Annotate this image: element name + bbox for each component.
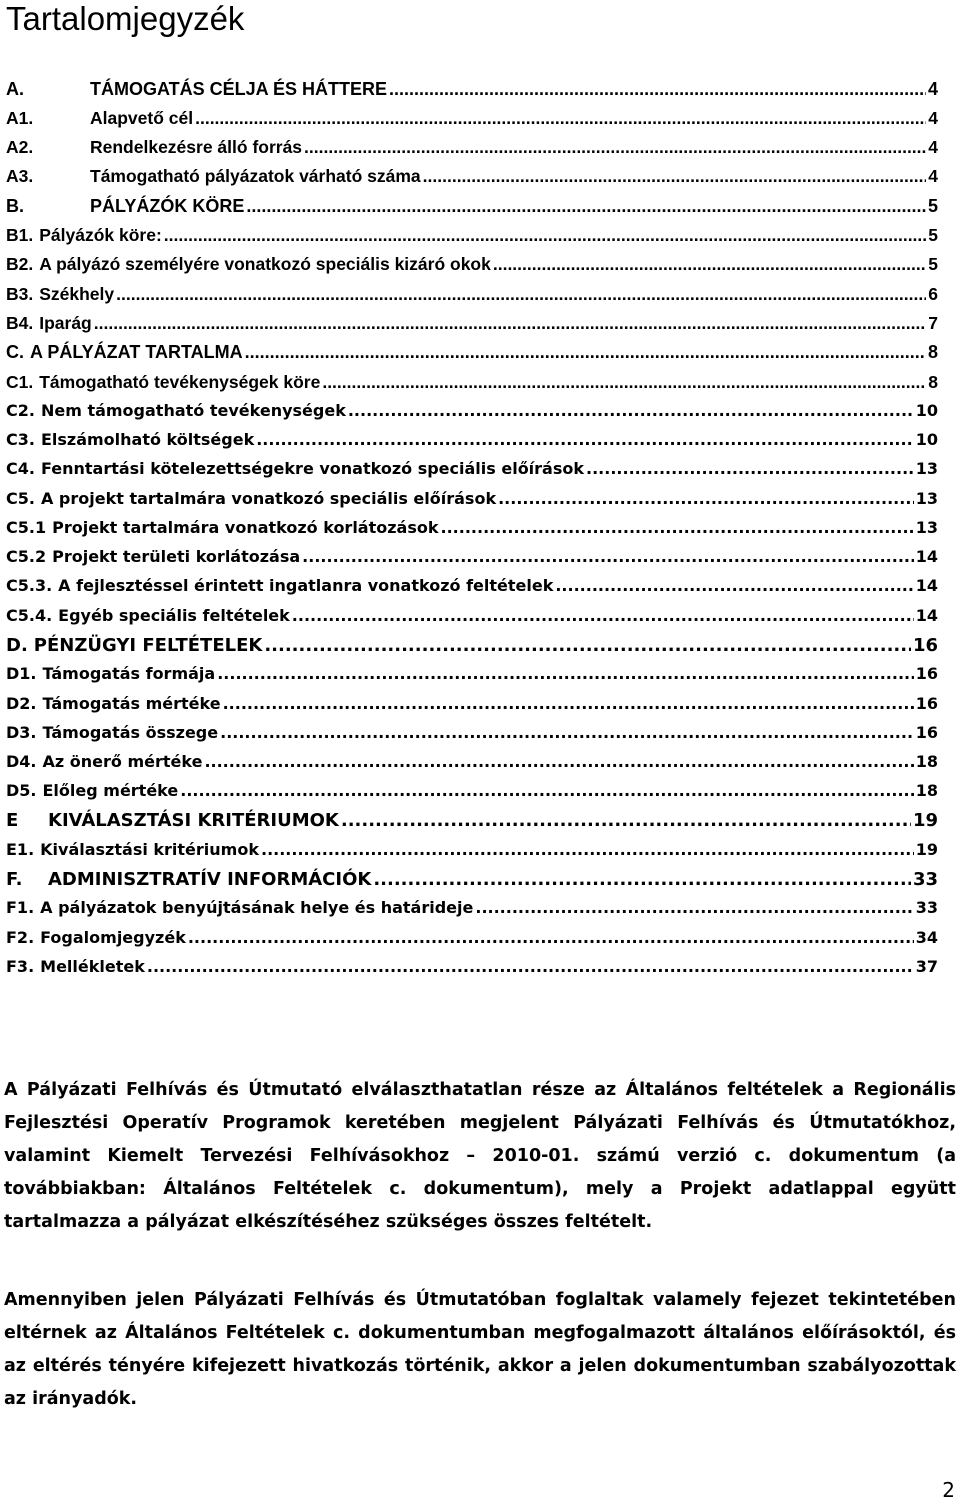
toc-entry-page: 14	[915, 547, 938, 566]
toc-entry[interactable]	[6, 635, 938, 656]
toc-entry-page: 4	[928, 108, 938, 128]
toc-entry-label: A PÁLYÁZAT TARTALMA	[30, 342, 243, 362]
toc-leader-dots	[423, 166, 927, 187]
toc-entry-page: 10	[915, 430, 938, 449]
intro-paragraph: A Pályázati Felhívás és Útmutató elválaszthatatlan része az Általános feltételek a Regionális Fejlesztési Operatív Programok keretében megjelent Pályázati Felhívás és Útmutatókhoz, valamint Kiemelt Tervezési Felhívásokhoz – 2010-01. számú verzió c. dokumentum (a továbbiakban: Általános Feltételek c. dokumentum), mely a Projekt adatlappal együtt tartalmazza a pályázat elkészítéséhez szükséges összes feltételt.	[4, 1080, 956, 1232]
toc-entry[interactable]	[6, 166, 938, 187]
toc-entry-label: Támogatható pályázatok várható száma	[90, 166, 421, 186]
toc-entry-label: A projekt tartalmára vonatkozó speciális előírások	[40, 489, 497, 508]
toc-leader-dots	[304, 137, 926, 158]
toc-entry[interactable]	[6, 254, 938, 275]
toc-entry-number: C2.	[6, 401, 35, 420]
toc-entry-number: C1.	[6, 372, 34, 392]
toc-entry-page: 34	[915, 928, 938, 947]
toc-entry[interactable]	[6, 225, 938, 246]
toc-entry[interactable]	[6, 108, 938, 129]
toc-leader-dots	[302, 547, 914, 566]
toc-entry-page: 14	[915, 606, 938, 625]
toc-leader-dots	[204, 752, 913, 771]
toc-leader-dots	[261, 840, 914, 859]
toc-leader-dots	[188, 928, 914, 947]
toc-entry[interactable]	[6, 694, 938, 713]
toc-entry[interactable]	[6, 489, 938, 508]
toc-entry-label: Támogatható tevékenységek köre	[39, 372, 321, 392]
toc-entry-number: D5.	[6, 781, 37, 800]
toc-leader-dots	[195, 108, 926, 129]
toc-leader-dots	[180, 781, 913, 800]
toc-entry-page: 5	[928, 254, 938, 274]
toc-entry-page: 4	[928, 137, 938, 157]
toc-entry-label: Nem támogatható tevékenységek	[40, 401, 346, 420]
toc-entry-label: Rendelkezésre álló forrás	[90, 137, 303, 157]
toc-entry[interactable]	[6, 430, 938, 449]
toc-entry-label: PÁLYÁZÓK KÖRE	[90, 196, 245, 216]
toc-leader-dots	[245, 342, 926, 363]
toc-entry[interactable]	[6, 284, 938, 305]
toc-leader-dots	[498, 489, 914, 508]
toc-entry-number: E1.	[6, 840, 35, 859]
toc-entry-page: 33	[912, 869, 938, 890]
toc-entry-page: 14	[915, 576, 938, 595]
toc-leader-dots	[217, 664, 914, 683]
toc-entry-number: B1.	[6, 225, 34, 245]
toc-entry[interactable]	[6, 869, 938, 890]
toc-entry-page: 8	[928, 372, 938, 392]
toc-entry-number: B2.	[6, 254, 34, 274]
toc-entry-label: A fejlesztéssel érintett ingatlanra vonatkozó feltételek	[58, 576, 554, 595]
toc-entry[interactable]	[6, 752, 938, 771]
toc-entry-number: F1.	[6, 898, 35, 917]
toc-entry[interactable]	[6, 401, 938, 420]
toc-entry-number: B.	[6, 196, 24, 216]
toc-entry[interactable]	[6, 518, 938, 537]
toc-entry-number: F3.	[6, 957, 35, 976]
toc-entry-label: Projekt tartalmára vonatkozó korlátozások	[52, 518, 439, 537]
toc-entry[interactable]	[6, 196, 938, 217]
toc-entry-number: C.	[6, 342, 24, 362]
toc-leader-dots	[94, 313, 927, 334]
toc-leader-dots	[586, 459, 914, 478]
toc-leader-dots	[246, 196, 926, 217]
toc-entry[interactable]	[6, 810, 938, 831]
toc-entry-label: Kiválasztási kritériumok	[40, 840, 259, 859]
toc-entry-number: D.	[6, 635, 28, 656]
toc-entry-number: A.	[6, 79, 24, 99]
toc-entry-number: C5.	[6, 489, 35, 508]
toc-entry[interactable]	[6, 840, 938, 859]
toc-entry-label: A pályázatok benyújtásának helye és határideje	[40, 898, 474, 917]
toc-leader-dots	[164, 225, 926, 246]
toc-entry-number: C3.	[6, 430, 35, 449]
toc-entry-label: Pályázók köre:	[39, 225, 162, 245]
toc-entry-label: Székhely	[39, 284, 115, 304]
toc-leader-dots	[475, 898, 913, 917]
toc-entry-label: Támogatás formája	[42, 664, 216, 683]
toc-entry[interactable]	[6, 606, 938, 625]
toc-entry-page: 16	[912, 635, 938, 656]
toc-entry-label: Egyéb speciális feltételek	[58, 606, 290, 625]
toc-entry-page: 18	[915, 781, 938, 800]
toc-entry-page: 7	[928, 313, 938, 333]
toc-entry-number: B3.	[6, 284, 34, 304]
toc-entry[interactable]	[6, 781, 938, 800]
toc-entry-page: 13	[915, 459, 938, 478]
toc-entry-number: C5.4.	[6, 606, 53, 625]
toc-entry-number: D2.	[6, 694, 37, 713]
toc-leader-dots	[348, 401, 914, 420]
toc-entry-label: Elszámolható költségek	[40, 430, 255, 449]
toc-entry-number: C5.1	[6, 518, 47, 537]
toc-entry-number: E	[6, 810, 19, 831]
toc-entry-label: A pályázó személyére vonatkozó speciális kizáró okok	[39, 254, 491, 274]
toc-entry-number: D4.	[6, 752, 37, 771]
toc-entry[interactable]	[6, 723, 938, 742]
toc-entry-page: 4	[928, 166, 938, 186]
toc-entry-number: B4.	[6, 313, 34, 333]
toc-entry-label: Fogalomjegyzék	[40, 928, 186, 947]
toc-leader-dots	[441, 518, 914, 537]
toc-entry-label: Előleg mértéke	[42, 781, 179, 800]
toc-entry-number: D1.	[6, 664, 37, 683]
toc-entry-page: 33	[915, 898, 938, 917]
toc-leader-dots	[373, 869, 911, 890]
toc-entry-number: D3.	[6, 723, 37, 742]
toc-entry-number: A3.	[6, 166, 34, 186]
toc-entry-page: 13	[915, 518, 938, 537]
toc-leader-dots	[389, 79, 926, 100]
toc-entry-label: Alapvető cél	[90, 108, 194, 128]
toc-entry[interactable]	[6, 957, 938, 976]
toc-entry-label: Támogatás mértéke	[42, 694, 221, 713]
toc-entry-label: ADMINISZTRATÍV INFORMÁCIÓK	[48, 869, 372, 890]
toc-entry-number: C5.3.	[6, 576, 53, 595]
toc-entry-page: 13	[915, 489, 938, 508]
toc-entry-label: Fenntartási kötelezettségekre vonatkozó speciális előírások	[40, 459, 585, 478]
toc-entry[interactable]	[6, 576, 938, 595]
toc-entry-page: 6	[928, 284, 938, 304]
toc-entry-page: 8	[927, 342, 938, 362]
toc-entry[interactable]	[6, 664, 938, 683]
toc-entry-page: 16	[915, 664, 938, 683]
toc-entry[interactable]	[6, 137, 938, 158]
toc-entry-number: F.	[6, 869, 23, 890]
toc-entry[interactable]	[6, 898, 938, 917]
toc-entry-label: TÁMOGATÁS CÉLJA ÉS HÁTTERE	[90, 79, 388, 99]
toc-entry-number: C4.	[6, 459, 35, 478]
toc-entry-page: 4	[927, 79, 938, 99]
toc-leader-dots	[147, 957, 914, 976]
toc-entry-number: C5.2	[6, 547, 47, 566]
toc-entry[interactable]	[6, 372, 938, 393]
toc-entry-label: Támogatás összege	[42, 723, 219, 742]
toc-entry[interactable]	[6, 459, 938, 478]
toc-leader-dots	[116, 284, 926, 305]
toc-entry-label: PÉNZÜGYI FELTÉTELEK	[33, 635, 263, 656]
page-number: 2	[942, 1478, 955, 1502]
toc-entry-page: 16	[915, 723, 938, 742]
toc-entry-page: 5	[927, 196, 938, 216]
toc-entry-page: 10	[915, 401, 938, 420]
toc-entry-page: 19	[912, 810, 938, 831]
deviation-paragraph: Amennyiben jelen Pályázati Felhívás és Útmutatóban foglaltak valamely fejezet tekintetében eltérnek az Általános Feltételek c. dokumentumban megfogalmazott általános előírásoktól, és az eltérés tényére kifejezett hivatkozás történik, akkor a jelen dokumentumban szabályozottak az irányadók.	[4, 1290, 956, 1409]
toc-entry-page: 18	[915, 752, 938, 771]
toc-entry[interactable]	[6, 313, 938, 334]
toc-leader-dots	[341, 810, 911, 831]
toc-leader-dots	[493, 254, 926, 275]
toc-entry-page: 16	[915, 694, 938, 713]
toc-entry-label: Iparág	[39, 313, 92, 333]
toc-entry-page: 5	[928, 225, 938, 245]
toc-leader-dots	[220, 723, 914, 742]
toc-leader-dots	[264, 635, 911, 656]
toc-entry-number: A1.	[6, 108, 34, 128]
toc-entry-label: Az önerő mértéke	[42, 752, 203, 771]
toc-entry[interactable]	[6, 342, 938, 363]
toc-leader-dots	[292, 606, 914, 625]
toc-entry[interactable]	[6, 928, 938, 947]
toc-leader-dots	[256, 430, 914, 449]
toc-entry-number: A2.	[6, 137, 34, 157]
toc-leader-dots	[322, 372, 926, 393]
toc-entry-label: Mellékletek	[40, 957, 145, 976]
toc-entry[interactable]	[6, 547, 938, 566]
toc-entry[interactable]	[6, 79, 938, 100]
toc-leader-dots	[223, 694, 914, 713]
toc-entry-page: 37	[915, 957, 938, 976]
toc-entry-label: KIVÁLASZTÁSI KRITÉRIUMOK	[48, 810, 339, 831]
toc-entry-label: Projekt területi korlátozása	[52, 547, 301, 566]
toc-leader-dots	[555, 576, 913, 595]
toc-entry-page: 19	[915, 840, 938, 859]
toc-entry-number: F2.	[6, 928, 35, 947]
page-title: Tartalomjegyzék	[6, 0, 245, 37]
